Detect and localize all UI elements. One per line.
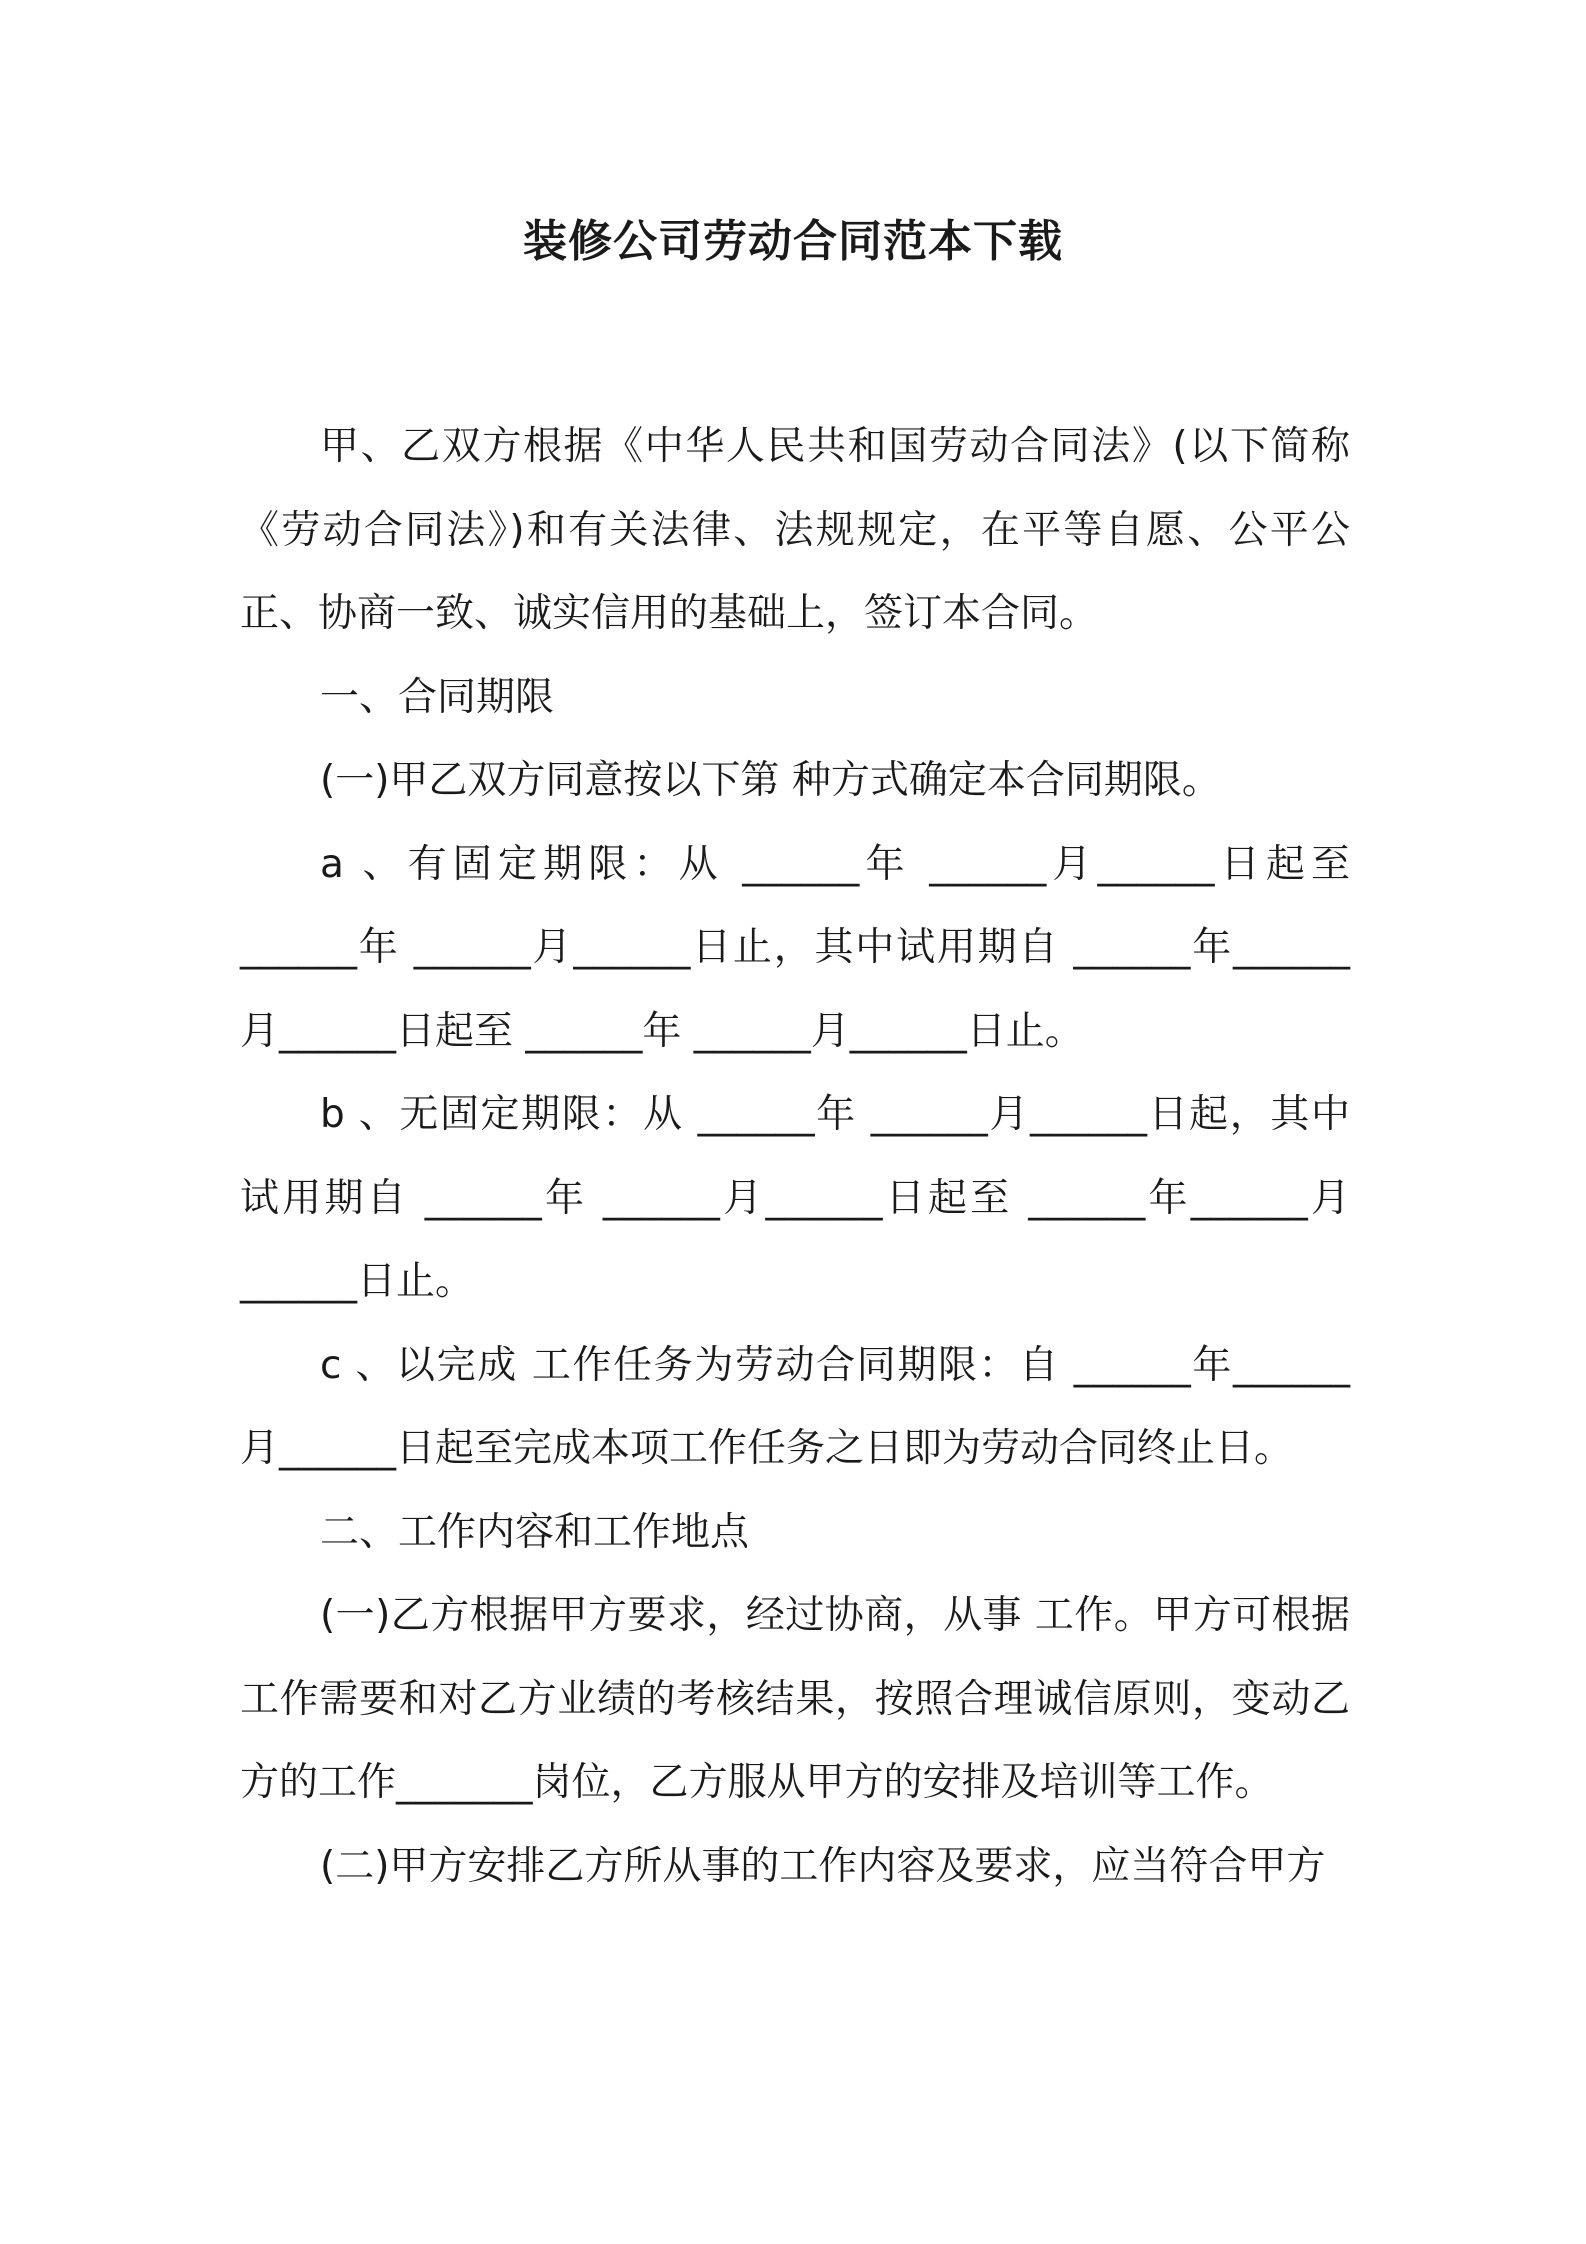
- section-heading-contract-term: 一、合同期限: [320, 674, 555, 720]
- section-heading-work-content: 二、工作内容和工作地点: [320, 1509, 750, 1555]
- document-body: [240, 405, 1350, 1908]
- work-content-clause-2: (二)甲方安排乙方所从事的工作内容及要求，应当符合甲方: [320, 1843, 1326, 1889]
- contract-term-clause-1: (一)甲乙双方同意按以下第 种方式确定本合同期限。: [320, 758, 1221, 803]
- document-title: 装修公司劳动合同范本下载: [523, 216, 1063, 267]
- contract-term-option-a: a 、有固定期限：从 ______年 ______月______日起至______年 ______月______日止，其中试用期自 ______年______月______日起至 ______年 ______月______日止。: [240, 841, 1350, 1054]
- preamble-paragraph: 甲、乙双方根据《中华人民共和国劳动合同法》(以下简称《劳动合同法》)和有关法律、法规规定，在平等自愿、公平公正、协商一致、诚实信用的基础上，签订本合同。: [240, 424, 1350, 636]
- contract-term-option-b: b 、无固定期限：从 ______年 ______月______日起，其中试用期自 ______年 ______月______日起至 ______年______月______日止。: [240, 1092, 1350, 1304]
- contract-term-option-c: c 、以完成 工作任务为劳动合同期限：自 ______年______月______日起至完成本项工作任务之日即为劳动合同终止日。: [240, 1342, 1350, 1471]
- work-content-clause-1: (一)乙方根据甲方要求，经过协商，从事 工作。甲方可根据工作需要和对乙方业绩的考核结果，按照合理诚信原则，变动乙方的工作_______岗位，乙方服从甲方的安排及培训等工作。: [240, 1593, 1350, 1805]
